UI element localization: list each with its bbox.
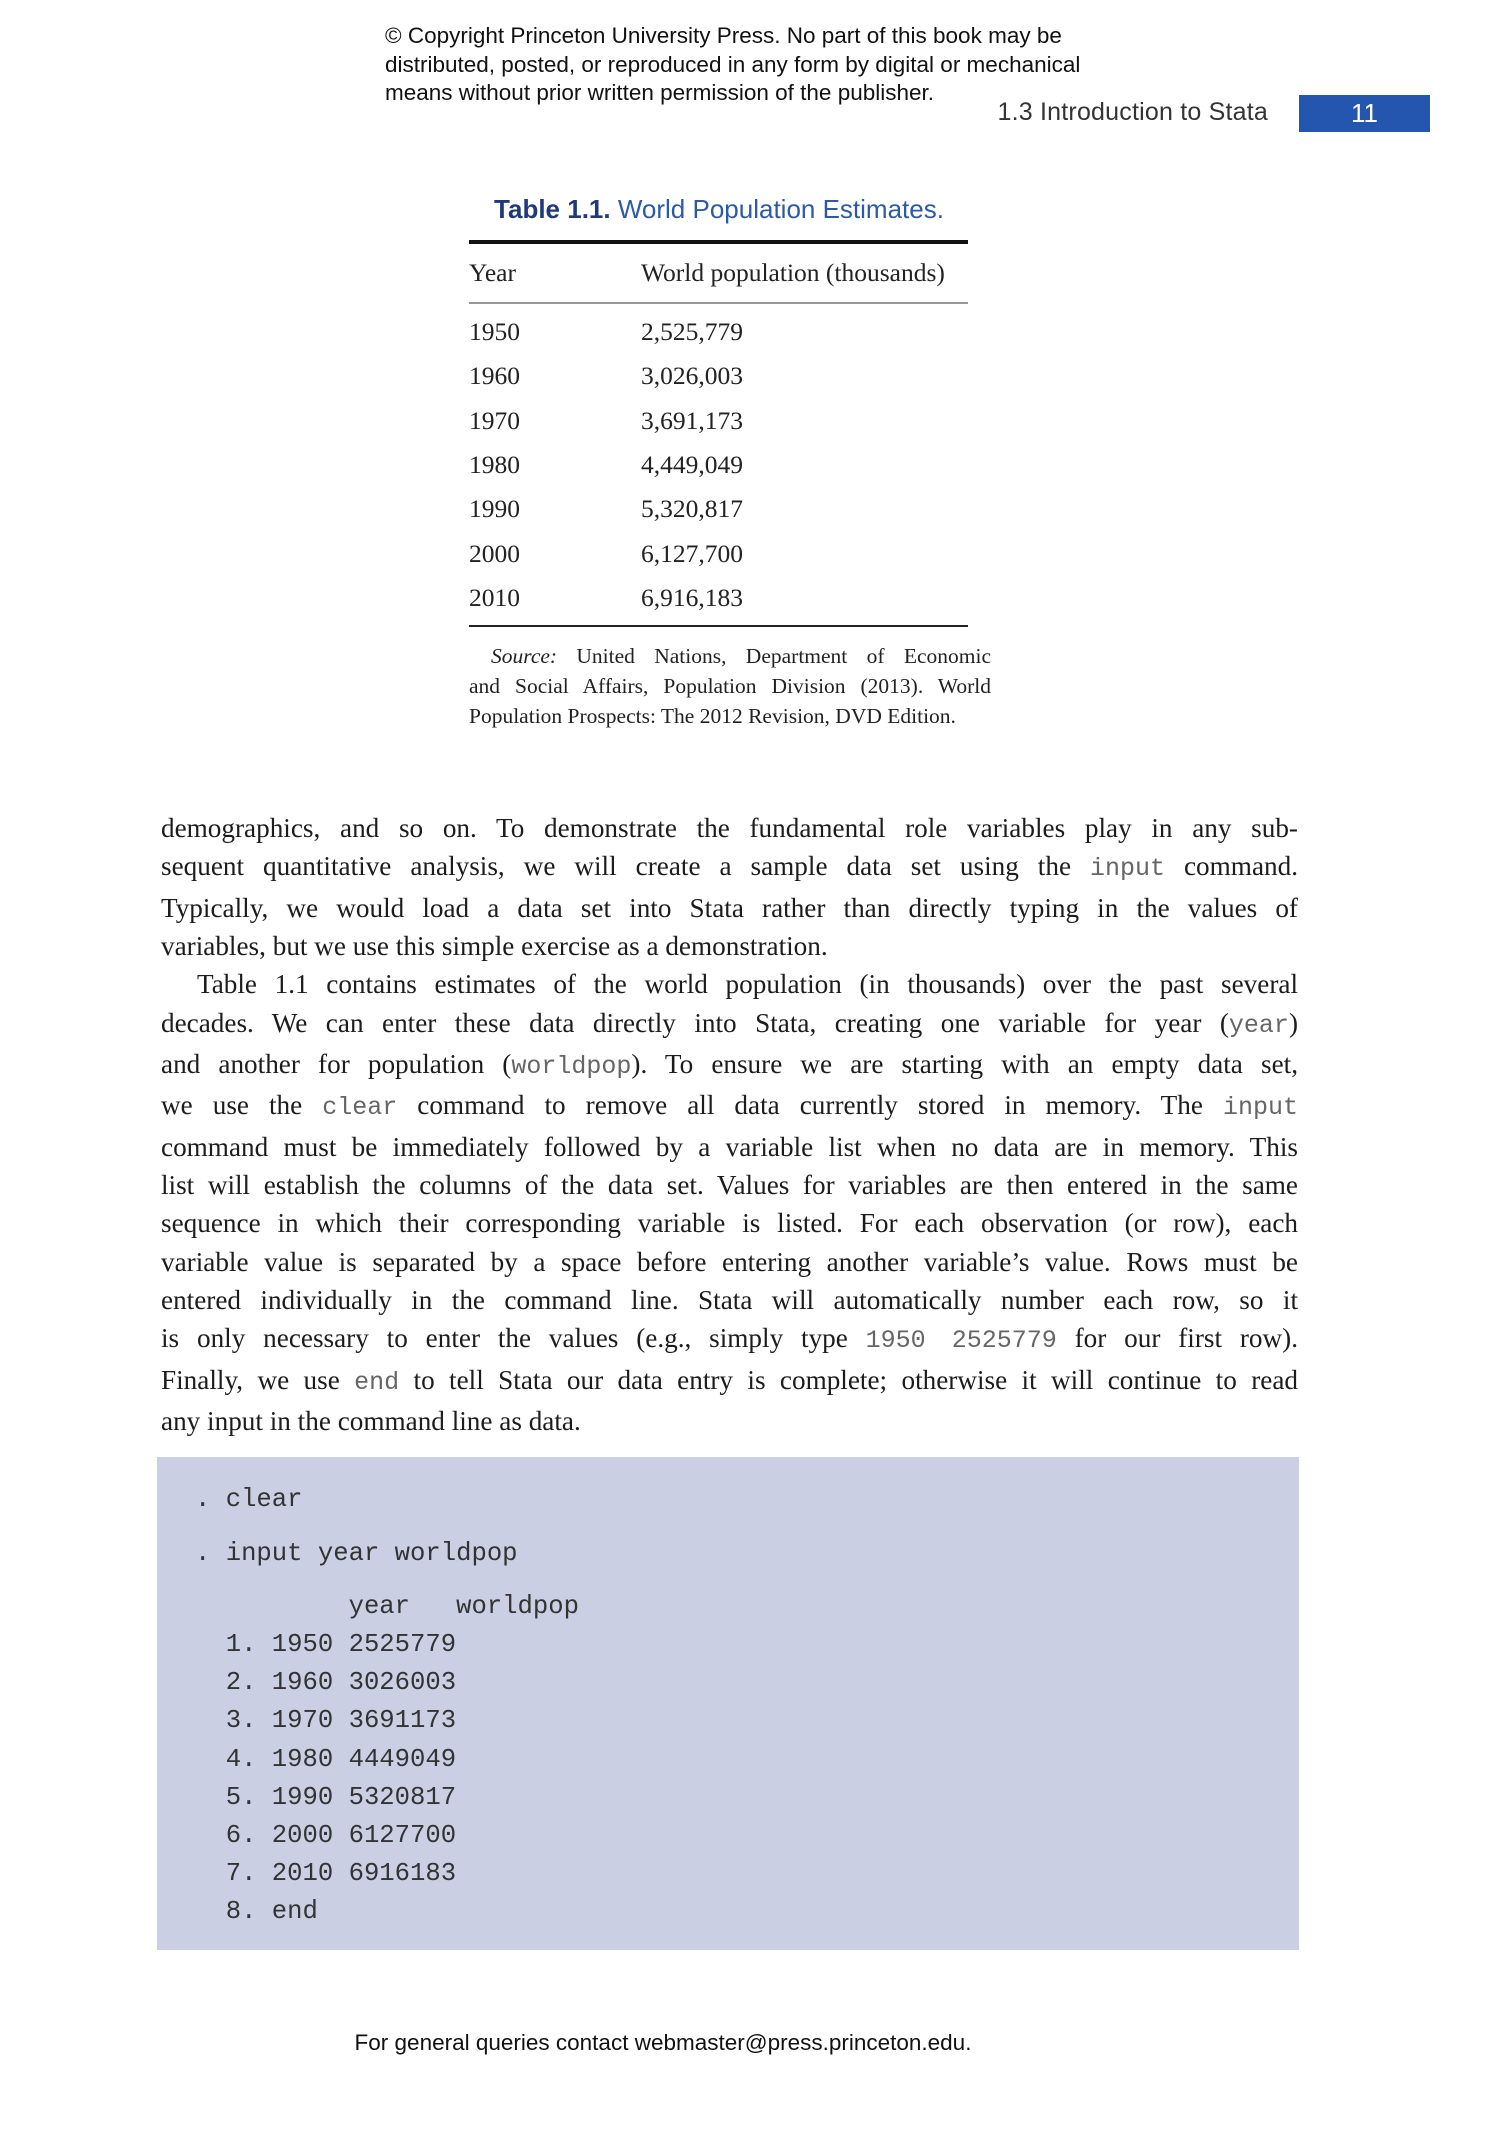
- inline-code: 1950 2525779: [865, 1326, 1057, 1356]
- text-run: ): [1288, 1007, 1298, 1038]
- table-cell-population: 6,127,700: [641, 539, 743, 568]
- code-line-row: 1. 1950 2525779: [195, 1630, 457, 1659]
- copyright-line: means without prior written permission of the publisher.: [385, 80, 935, 105]
- table-header-year: Year: [469, 258, 516, 287]
- text-line: entered individually in the command line. Stata will automatically number each row, so it: [161, 1285, 1298, 1316]
- text-line: [161, 1045, 1298, 1086]
- code-line-row: 4. 1980 4449049: [195, 1745, 457, 1774]
- table-source-note: [469, 641, 991, 731]
- inline-code: clear: [322, 1093, 398, 1123]
- paragraph-1: [161, 809, 1298, 965]
- running-head: 1.3 Introduction to Stata: [997, 98, 1268, 126]
- code-line-command: . input year worldpop: [195, 1539, 518, 1568]
- footer-contact: For general queries contact webmaster@press.princeton.edu.: [354, 2030, 972, 2055]
- text-run: ). To ensure we are starting with an empty data set,: [631, 1049, 1298, 1080]
- table-cell-year: 1990: [469, 494, 520, 523]
- table-top-rule: [469, 240, 968, 244]
- text-line: variables, but we use this simple exercise as a demonstration.: [161, 931, 828, 962]
- table-cell-population: 3,691,173: [641, 406, 743, 435]
- text-run: we use the: [161, 1090, 323, 1121]
- table-cell-year: 2010: [469, 583, 520, 612]
- code-line-header: year worldpop: [195, 1592, 579, 1621]
- text-line: [161, 965, 1298, 1003]
- text-line: demographics, and so on. To demonstrate the fundamental role variables play in any sub-: [161, 813, 1298, 843]
- stata-code-block: [157, 1457, 1299, 1950]
- copyright-notice: [385, 22, 1145, 108]
- table-cell-year: 1960: [469, 361, 520, 390]
- table-cell-year: 1950: [469, 317, 520, 346]
- text-line: [161, 1361, 1298, 1402]
- inline-code: input: [1222, 1093, 1298, 1123]
- table-header-population: World population (thousands): [641, 258, 945, 287]
- text-run: for our first row).: [1056, 1323, 1298, 1354]
- code-line-command: . clear: [195, 1485, 303, 1514]
- copyright-line: distributed, posted, or reproduced in any form by digital or mechanical: [385, 51, 1081, 77]
- text-line: any input in the command line as data.: [161, 1406, 581, 1437]
- text-run: Finally, we use: [161, 1364, 355, 1395]
- text-run: command to remove all data currently stored in memory. The: [397, 1090, 1223, 1121]
- code-line-row: 3. 1970 3691173: [195, 1706, 457, 1735]
- text-line: [161, 1004, 1298, 1045]
- table-cell-population: 3,026,003: [641, 361, 743, 390]
- source-label: Source:: [491, 644, 558, 668]
- text-line: variable value is separated by a space before entering another variable’s value. Rows must be: [161, 1246, 1298, 1277]
- table-cell-year: 2000: [469, 539, 520, 568]
- table-caption: [469, 194, 969, 225]
- text-line: sequence in which their corresponding variable is listed. For each observation (or row), each: [161, 1208, 1298, 1239]
- table-cell-year: 1970: [469, 406, 520, 435]
- table-header-rule: [469, 302, 968, 304]
- table-caption-label: Table 1.1.: [494, 194, 611, 224]
- inline-code: input: [1090, 854, 1166, 884]
- text-run: is only necessary to enter the values (e.g., simply type: [161, 1323, 866, 1354]
- code-line-row: 5. 1990 5320817: [195, 1783, 457, 1812]
- inline-code: year: [1228, 1010, 1289, 1040]
- text-run: sequent quantitative analysis, we will create a sample data set using the: [161, 851, 1090, 882]
- table-caption-title: World Population Estimates.: [610, 194, 944, 224]
- inline-code: worldpop: [511, 1052, 632, 1082]
- text-line: list will establish the columns of the data set. Values for variables are then entered in the same: [161, 1170, 1298, 1201]
- body-text: [161, 809, 1298, 1441]
- code-line-row: 8. end: [195, 1897, 318, 1926]
- text-run: decades. We can enter these data directly into Stata, creating one variable for year (: [161, 1007, 1229, 1038]
- text-line: [161, 1086, 1298, 1127]
- text-run: Table 1.1 contains estimates of the world population (in thousands) over the past several: [197, 969, 1298, 1000]
- table-cell-population: 4,449,049: [641, 450, 743, 479]
- table-bottom-rule: [469, 625, 968, 627]
- paragraph-2: [161, 965, 1298, 1440]
- text-line: Typically, we would load a data set into Stata rather than directly typing in the values of: [161, 892, 1298, 923]
- text-line: [161, 1319, 1298, 1360]
- code-line-row: 6. 2000 6127700: [195, 1821, 457, 1850]
- source-text: and Social Affairs, Population Division (2013). World: [469, 674, 991, 698]
- text-run: command.: [1165, 851, 1298, 882]
- table-cell-population: 2,525,779: [641, 317, 743, 346]
- table-cell-population: 6,916,183: [641, 583, 743, 612]
- page-number: 11: [1299, 95, 1430, 132]
- source-text: Population Prospects: The 2012 Revision, DVD Edition.: [469, 704, 956, 728]
- code-line-row: 7. 2010 6916183: [195, 1859, 457, 1888]
- text-line: [161, 847, 1298, 888]
- text-line: command must be immediately followed by a variable list when no data are in memory. This: [161, 1131, 1298, 1162]
- code-line-row: 2. 1960 3026003: [195, 1668, 457, 1697]
- text-run: and another for population (: [161, 1049, 512, 1080]
- source-text: United Nations, Department of Economic: [557, 644, 991, 668]
- text-run: to tell Stata our data entry is complete; otherwise it will continue to read: [399, 1364, 1298, 1395]
- copyright-line: © Copyright Princeton University Press. No part of this book may be: [385, 23, 1062, 48]
- inline-code: end: [354, 1367, 400, 1397]
- table-cell-year: 1980: [469, 450, 520, 479]
- table-cell-population: 5,320,817: [641, 494, 743, 523]
